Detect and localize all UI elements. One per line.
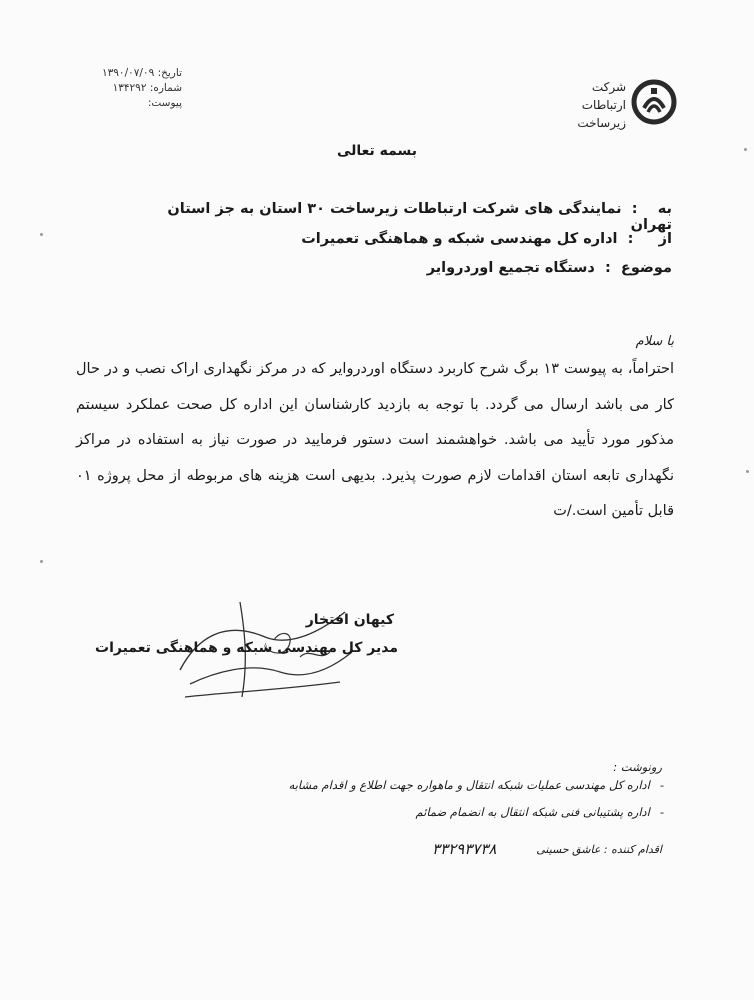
letter-meta	[62, 66, 182, 111]
signatory-name: کیهان افتخار	[305, 612, 394, 628]
company-name-line: شرکت	[591, 80, 626, 94]
scan-speck	[746, 470, 749, 473]
bismillah-heading: بسمه تعالی	[336, 143, 418, 159]
from-value: اداره کل مهندسی شبکه و هماهنگی تعمیرات	[301, 231, 618, 247]
date-value: ۱۳۹۰/۰۷/۰۹	[102, 67, 155, 79]
cc-item: -اداره پشتیبانی فنی شبکه انتقال به انضمام ضمائم	[415, 805, 664, 819]
salutation: با سلام	[635, 334, 674, 349]
cc-item-text: اداره پشتیبانی فنی شبکه انتقال به انضمام ضمائم	[415, 805, 650, 819]
to-value: نمایندگی های شرکت ارتباطات زیرساخت ۳۰ استان به جز استان تهران	[167, 201, 672, 233]
letter-body: احتراماً، به پیوست ۱۳ برگ شرح کاربرد دستگاه اوردروایر که در مرکز نگهداری اراک نصب و در حال کار می باشد ارسال می گردد. با توجه به بازدید کارشناسان این اداره کل صحت عملکرد سیستم مذکور مورد تأیید می باشد. خواهشمند است دستور فرمایید در صورت نیاز به استفاده در مراکز نگهداری تابعه استان اقدامات لازم صورت پذیرد. بدیهی است هزینه های مربوطه از محل پروژه ۰۱ قابل تأمین است./ت	[76, 361, 674, 519]
cc-item-text: اداره کل مهندسی عملیات شبکه انتقال و ماهواره جهت اطلاع و اقدام مشابه	[288, 778, 650, 792]
number-value: ۱۳۴۲۹۲	[112, 82, 147, 94]
subject-label: موضوع	[620, 260, 672, 276]
date-label: تاریخ:	[157, 67, 182, 79]
scan-speck	[40, 233, 43, 236]
from-label: از	[658, 231, 672, 247]
signatory-title: مدیر کل مهندسی شبکه و هماهنگی تعمیرات	[95, 640, 398, 656]
to-field: به : نمایندگی های شرکت ارتباطات زیرساخت ۳۰ استان به جز استان تهران	[167, 201, 672, 233]
scan-speck	[40, 560, 43, 563]
company-name-line: زیرساخت	[577, 116, 626, 130]
from-field: از : اداره کل مهندسی شبکه و هماهنگی تعمیرات	[301, 231, 672, 247]
company-name	[506, 78, 626, 132]
company-logo-icon	[630, 78, 678, 126]
phone-number: ۳۳۲۹۳۷۳۸	[432, 840, 497, 858]
cc-item: -اداره کل مهندسی عملیات شبکه انتقال و ماهواره جهت اطلاع و اقدام مشابه	[288, 778, 664, 792]
author-line: اقدام کننده : عاشق حسینی	[536, 843, 662, 856]
subject-value: دستگاه تجمیع اوردروایر	[426, 260, 595, 276]
scan-speck	[744, 148, 747, 151]
company-name-line: ارتباطات	[581, 98, 626, 112]
number-label: شماره:	[149, 82, 182, 94]
cc-title: رونوشت :	[613, 760, 662, 774]
attachment-label: پیوست:	[147, 97, 182, 109]
to-label: به	[657, 201, 672, 217]
subject-field: موضوع : دستگاه تجمیع اوردروایر	[426, 260, 672, 276]
